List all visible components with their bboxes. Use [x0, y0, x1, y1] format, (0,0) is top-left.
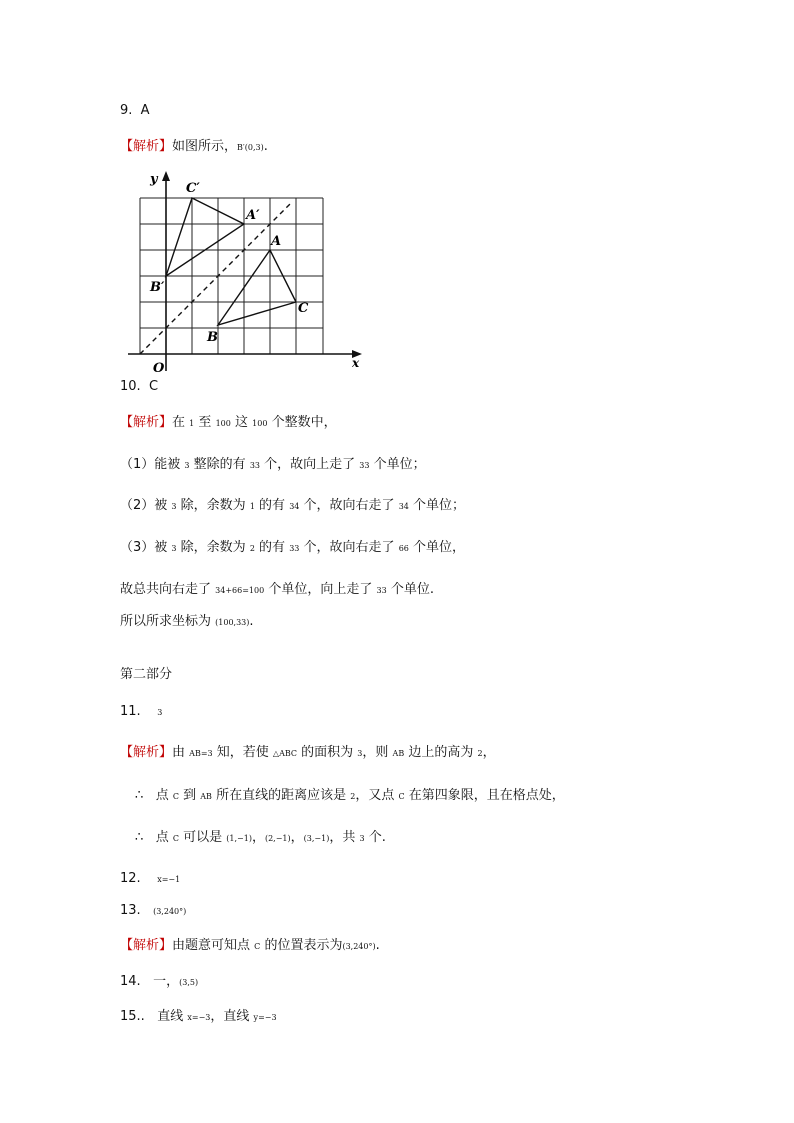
- text: 知，若使: [216, 745, 269, 760]
- text: 个.: [368, 830, 386, 845]
- question-number: 13.: [120, 903, 141, 918]
- text: ，: [290, 830, 304, 845]
- q11-step-1: [135, 787, 565, 806]
- text: 这: [234, 415, 248, 430]
- math: C: [172, 834, 179, 843]
- answer: C: [148, 379, 159, 394]
- text: 所在直线的距离应该是: [216, 788, 347, 803]
- text: 个，故向上走了: [264, 457, 356, 472]
- q13-explanation: [120, 937, 380, 956]
- grid: [140, 198, 323, 354]
- q10-explanation: [120, 414, 337, 433]
- q10-case-2: [120, 497, 465, 516]
- text: .: [375, 938, 380, 953]
- question-number: 12.: [120, 871, 141, 886]
- label-c-prime: C′: [186, 181, 200, 196]
- math: 2: [350, 792, 356, 801]
- text: ，又点: [355, 788, 395, 803]
- text: 的面积为: [301, 745, 354, 760]
- text: （2）被: [120, 498, 168, 513]
- text: 除，余数为: [180, 498, 246, 513]
- q10-line: [120, 378, 158, 396]
- math: 33: [289, 544, 300, 553]
- label-b-prime: B′: [150, 280, 165, 295]
- math: AB: [200, 792, 212, 801]
- text: 到: [183, 788, 197, 803]
- question-number: 11.: [120, 704, 141, 719]
- answer: A: [140, 103, 150, 118]
- text: ，则: [362, 745, 389, 760]
- q10-conclusion: [120, 613, 254, 632]
- q10-case-1: [120, 456, 426, 475]
- math: 1: [189, 419, 195, 428]
- answer: (3,240°): [153, 907, 187, 916]
- text: 个单位，: [413, 540, 466, 555]
- answer: 3: [157, 708, 163, 717]
- q9-explanation: [120, 138, 268, 157]
- question-number: 15..: [120, 1009, 145, 1024]
- math: AB=3: [189, 749, 213, 758]
- text: 整除的有: [193, 457, 246, 472]
- math: 3: [171, 502, 177, 511]
- text: 边上的高为: [408, 745, 474, 760]
- text: （3）被: [120, 540, 168, 555]
- text: 个单位；: [413, 498, 466, 513]
- text: 点: [155, 788, 169, 803]
- q10-total: [120, 581, 434, 600]
- text: 如图所示，: [172, 139, 238, 154]
- math: 34: [398, 502, 409, 511]
- math: △ABC: [272, 749, 297, 758]
- text: 至: [198, 415, 212, 430]
- text: 个，故向右走了: [303, 540, 395, 555]
- q10-case-3: [120, 539, 465, 558]
- math: C: [254, 942, 261, 951]
- answer: 一，: [153, 974, 180, 989]
- text: 在: [172, 415, 186, 430]
- math: 3: [357, 749, 363, 758]
- q13-line: [120, 902, 186, 921]
- q14-line: [120, 973, 198, 992]
- text: 个单位；: [373, 457, 426, 472]
- label-b: B: [207, 330, 218, 345]
- therefore-symbol: ∴: [135, 830, 144, 845]
- text: 个，故向右走了: [303, 498, 395, 513]
- math: B′(0,3): [237, 143, 264, 152]
- explanation-tag: 【解析】: [120, 415, 173, 430]
- text: 故总共向右走了: [120, 582, 212, 597]
- math: 100: [215, 419, 231, 428]
- explanation-tag: 【解析】: [120, 139, 173, 154]
- text: 除，余数为: [180, 540, 246, 555]
- question-number: 10.: [120, 379, 141, 394]
- text: 直线: [157, 1009, 184, 1024]
- text: 在第四象限，且在格点处，: [408, 788, 565, 803]
- math: 66: [398, 544, 409, 553]
- math: C: [398, 792, 405, 801]
- therefore-symbol: ∴: [135, 788, 144, 803]
- q11-step-2: [135, 829, 386, 848]
- text: 的有: [259, 540, 286, 555]
- math: C: [172, 792, 179, 801]
- label-c: C: [298, 301, 309, 316]
- text: ，共: [329, 830, 356, 845]
- label-x: x: [352, 356, 360, 370]
- math: (1,−1): [226, 834, 252, 843]
- math: (2,−1): [264, 834, 291, 843]
- explanation-tag: 【解析】: [120, 745, 173, 760]
- math: x=−3: [187, 1013, 211, 1022]
- section-heading: 第二部分: [120, 667, 173, 682]
- text: 可以是: [183, 830, 223, 845]
- explanation-tag: 【解析】: [120, 938, 173, 953]
- y-axis-arrow: [162, 171, 170, 181]
- math: 34: [289, 502, 300, 511]
- text: 所以所求坐标为: [120, 614, 212, 629]
- label-a: A: [271, 234, 282, 249]
- label-y: y: [150, 172, 158, 187]
- math: 2: [477, 749, 483, 758]
- math: 33: [359, 461, 370, 470]
- math: AB: [392, 749, 405, 758]
- math: 34+66=100: [215, 586, 265, 595]
- text: 由: [172, 745, 186, 760]
- text: 由题意可知点: [172, 938, 251, 953]
- coordinate-figure: [120, 165, 370, 380]
- q9-line: [120, 102, 150, 120]
- text: 个整数中，: [271, 415, 337, 430]
- math: (3,5): [179, 978, 199, 987]
- triangle-abc: [218, 250, 296, 325]
- math: 33: [249, 461, 260, 470]
- text: （1）能被: [120, 457, 181, 472]
- triangle-abc-image: [166, 198, 244, 276]
- math: (3,240°): [342, 942, 376, 951]
- math: (100,33): [215, 618, 250, 627]
- text: 点: [155, 830, 169, 845]
- question-number: 9.: [120, 103, 133, 118]
- text: 个单位.: [390, 582, 434, 597]
- text: ，: [482, 745, 496, 760]
- math: y=−3: [253, 1013, 277, 1022]
- text: 的位置表示为: [264, 938, 343, 953]
- math: 2: [249, 544, 255, 553]
- q12-line: [120, 870, 180, 889]
- math: 33: [376, 586, 387, 595]
- math: 3: [171, 544, 177, 553]
- label-a-prime: A′: [246, 208, 260, 223]
- q15-line: [120, 1008, 277, 1027]
- text: ，: [251, 830, 265, 845]
- text: .: [249, 614, 254, 629]
- math: 100: [252, 419, 268, 428]
- text: .: [263, 139, 268, 154]
- q11-explanation: [120, 744, 496, 763]
- math: (3,−1): [303, 834, 330, 843]
- answer: x=−1: [157, 875, 181, 884]
- text: ，直线: [210, 1009, 250, 1024]
- math: 3: [359, 834, 365, 843]
- label-origin: O: [153, 361, 165, 376]
- math: 3: [184, 461, 190, 470]
- text: 个单位，向上走了: [268, 582, 373, 597]
- math: 1: [249, 502, 255, 511]
- text: 的有: [259, 498, 286, 513]
- question-number: 14.: [120, 974, 141, 989]
- q11-line: [120, 703, 162, 722]
